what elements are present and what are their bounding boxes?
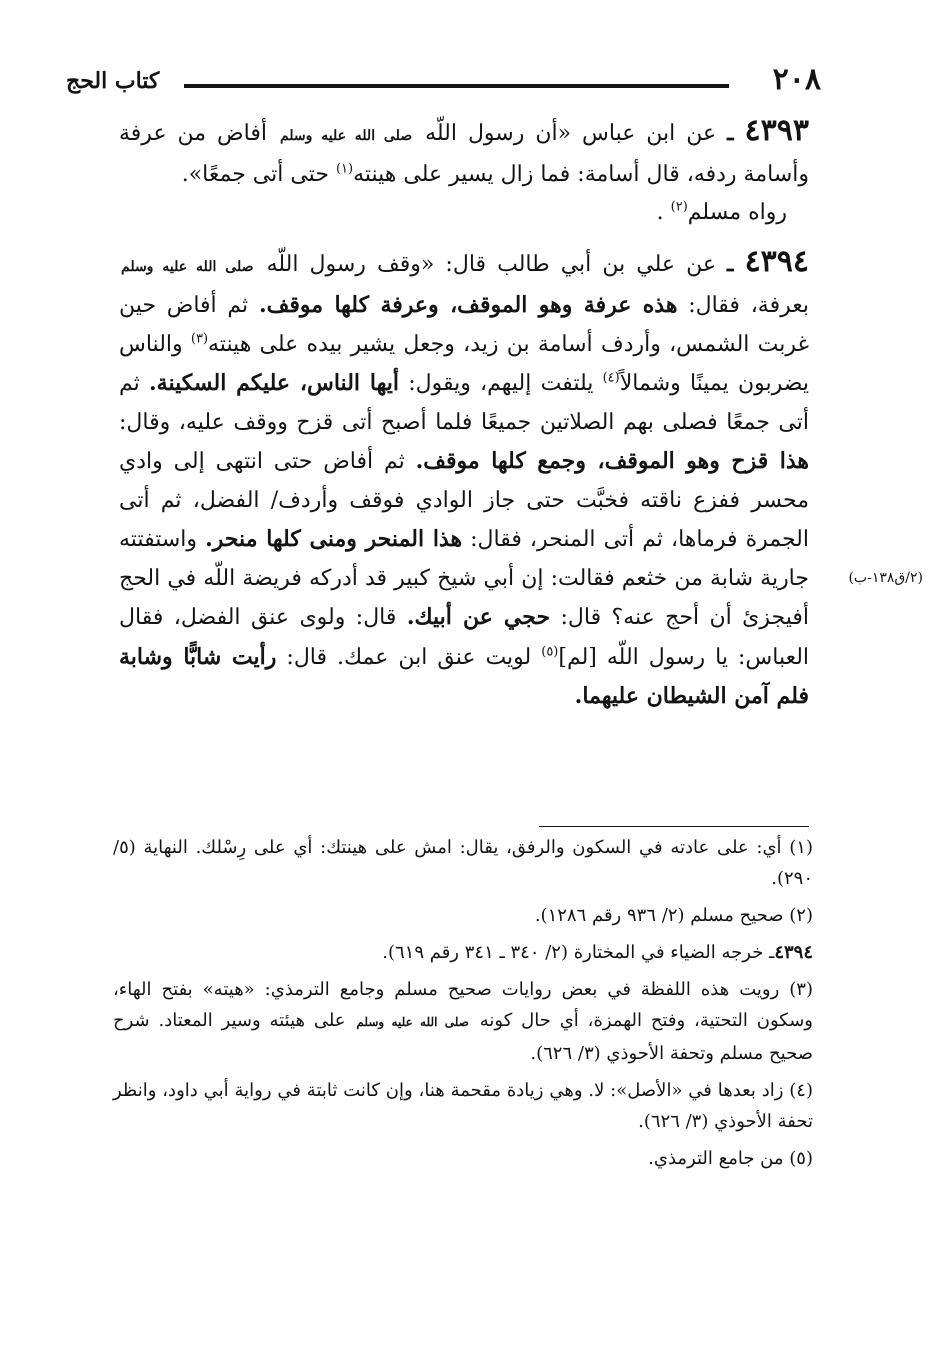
- prophetic-words: أيها الناس، عليكم السكينة.: [148, 370, 399, 396]
- footnote-ref[interactable]: (٣): [190, 331, 209, 347]
- footnote-4: [113, 1075, 813, 1137]
- footnote-text: أي: على عادته في السكون والرفق، يقال: امش على هينتك: أي على رِسْلك. النهاية (٥/ ٢٩٠).: [113, 837, 813, 889]
- hadith-4393: [119, 112, 809, 233]
- narration-end: .: [656, 200, 664, 225]
- hadith-dash: ـ: [727, 250, 734, 277]
- prophetic-words: هذا المنحر ومنى كلها منحر.: [205, 526, 463, 552]
- page-number: ٢٠٨: [772, 62, 821, 97]
- footnotes: [113, 832, 813, 1180]
- footnote-4394: [113, 937, 813, 968]
- footnote-number: (٣): [789, 979, 813, 1000]
- hadith-4394: [119, 243, 809, 717]
- footnote-ref[interactable]: (٥): [541, 644, 559, 660]
- hadith-text: حتى أتى جمعًا».: [181, 161, 329, 187]
- footnote-text: ـ خرجه الضياء في المختارة (٢/ ٣٤٠ ـ ٣٤١ رقم ٦١٩).: [382, 942, 775, 963]
- footnote-text: زاد بعدها في «الأصل»: لا. وهي زيادة مقحمة هنا، وإن كانت ثابتة في رواية أبي داود، وانظر تحفة الأحوذي (٣/ ٦٢٦).: [113, 1080, 813, 1132]
- hadith-dash: ـ: [727, 120, 734, 146]
- hadith-text: ثم أتى جمعًا فصلى بهم الصلاتين جميعًا فلما أصبح أتى قزح ووقف عليه، وقال:: [119, 371, 809, 435]
- hadith-number: ٤٣٩٤: [744, 243, 810, 279]
- hadith-text: عن ابن عباس «أن رسول اللّه: [425, 121, 717, 146]
- footnote-ref[interactable]: (١): [335, 161, 354, 177]
- footnote-text: صحيح مسلم (٢/ ٩٣٦ رقم ١٢٨٦).: [534, 905, 784, 926]
- bracketed-insertion: [لم]: [558, 644, 597, 670]
- hadith-text: واستفتته جارية شابة من خثعم فقالت: إن أبي شيخ كبير قد أدركه فريضة اللّه في الحج أفيجزئ أن أحج عنه؟ قال:: [119, 527, 810, 630]
- footnote-number: (٢): [789, 905, 813, 926]
- footnote-2: [113, 900, 813, 931]
- footnote-1: [113, 832, 813, 894]
- footnote-number: (٥): [789, 1148, 813, 1169]
- footnote-number: (١): [789, 837, 813, 858]
- hadith-number: ٤٣٩٣: [744, 113, 809, 148]
- hadith-text: أفاض من عرفة وأسامة ردفه، قال أسامة: فما زال يسير على هينته: [119, 121, 809, 187]
- hadith-text: والناس يضربون يمينًا وشمالاً: [119, 331, 809, 396]
- hadith-text: ثم أفاض حتى انتهى إلى وادي محسر ففزع ناقته فخبَّت حتى جاز الوادي فوقف وأردف/ الفضل، ثم أتى الجمرة فرماها، ثم أتى المنحر، فقال:: [119, 449, 809, 552]
- footnote-5: [113, 1143, 813, 1174]
- sallallah-ligature: صلى الله عليه وسلم: [279, 128, 413, 144]
- footnote-text: من جامع الترمذي.: [648, 1148, 784, 1169]
- footnote-text: رويت هذه اللفظة في بعض روايات صحيح مسلم وجامع الترمذي: «هيته» بفتح الهاء، وسكون التحتية، وفتح الهمزة، أي حال كونه: [113, 979, 813, 1031]
- footnote-number: ٤٣٩٤: [774, 942, 813, 963]
- sallallah-ligature: صلى الله عليه وسلم: [121, 258, 254, 275]
- footnote-ref[interactable]: (٤): [602, 370, 620, 386]
- footnote-3: [113, 974, 813, 1069]
- hadith-text: بعرفة، فقال:: [688, 293, 809, 318]
- main-text: [119, 112, 809, 727]
- hadith-text: عن علي بن أبي طالب قال: «وقف رسول اللّه: [266, 251, 716, 277]
- manuscript-margin-note: (٢/ق١٣٨-ب): [848, 570, 923, 586]
- hadith-text: لويت عنق ابن عمك. قال:: [286, 644, 532, 670]
- prophetic-words: هذا قزح وهو الموقف، وجمع كلها موقف.: [415, 448, 809, 474]
- footnote-ref[interactable]: (٢): [670, 199, 688, 215]
- sallallah-ligature: صلى الله عليه وسلم: [356, 1015, 469, 1029]
- narration-source: رواه مسلم: [687, 200, 787, 225]
- footnote-number: (٤): [789, 1080, 813, 1101]
- footnote-separator: [539, 826, 809, 827]
- book-title: كتاب الحج: [66, 68, 160, 94]
- prophetic-words: هذه عرفة وهو الموقف، وعرفة كلها موقف.: [258, 292, 678, 318]
- prophetic-words: رأيت شابًّا وشابة فلم آمن الشيطان عليهما.: [119, 643, 809, 709]
- page-header: [66, 62, 821, 102]
- footnote-text: على هيئته وسير المعتاد. شرح صحيح مسلم وتحفة الأحوذي (٣/ ٦٢٦).: [113, 1010, 813, 1064]
- hadith-text: ثم أفاض حين غربت الشمس، وأردف أسامة بن زيد، وجعل يشير بيده على هينته: [119, 293, 809, 357]
- header-rule: [184, 84, 729, 88]
- hadith-text: يلتفت إليهم، ويقول:: [408, 371, 594, 396]
- hadith-text: قال: ولوى عنق الفضل، فقال العباس: يا رسول اللّه: [119, 605, 810, 670]
- prophetic-words: حجي عن أبيك.: [406, 604, 551, 630]
